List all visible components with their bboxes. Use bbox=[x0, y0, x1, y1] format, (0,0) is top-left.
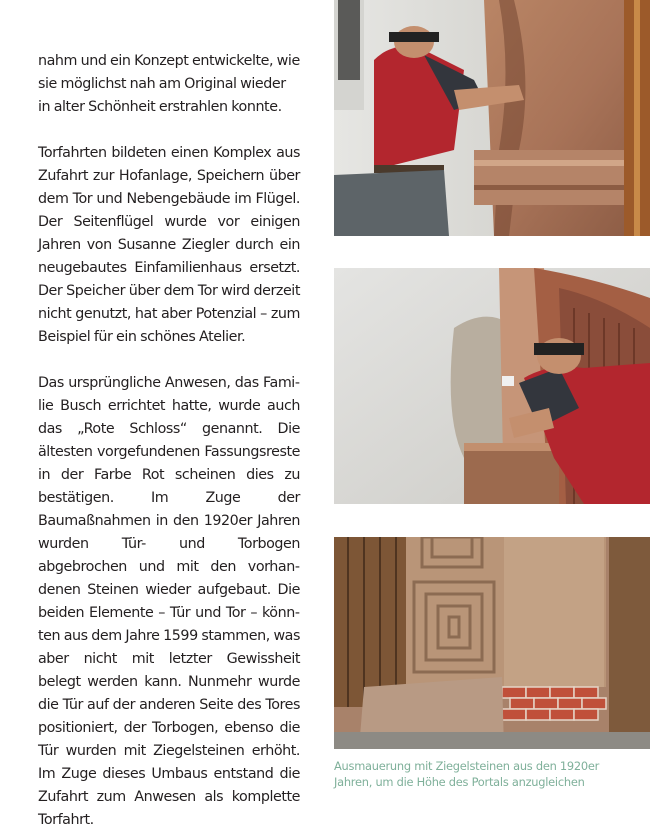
caption-line-1: Ausmauerung mit Ziegelsteinen aus den 1920er bbox=[334, 759, 600, 773]
photo-portal-base-brickwork bbox=[334, 537, 650, 749]
paragraph-1: nahm und ein Konzept entwickelte, wie sie möglichst nah am Original wieder in alter Schönheit erstrahlen konnte. bbox=[38, 53, 300, 115]
paragraph-2: Torfahrten bildeten einen Komplex aus Zufahrt zur Hofanlage, Speichern über dem Tor und Nebengebäude im Flügel. Der Seitenflügel wurde vor einigen Jahren von Susanne Ziegler durch ein neugebautes Einfamilienhaus ersetzt. Der Speicher über dem Tor wird derzeit nicht genutzt, hat aber Potenzial – zum Beispiel für ein schönes Atelier. bbox=[38, 145, 300, 345]
photo-restorer-repairing-wall bbox=[334, 268, 650, 504]
paragraph-3: Das ursprüngliche Anwesen, das Familie Busch errichtet hatte, wurde auch das „Rote Schloss“ genannt. Die ältesten vorgefundenen Fassungsreste in der Farbe Rot scheinen dies zu bestätigen. Im Zuge der Baumaßnahmen in den 1920er Jahren wurden Tür- und Torbogen abgebrochen und mit den vorhandenen Steinen wieder aufgebaut. Die beiden Elemente – Tür und Tor – könnten aus dem Jahre 1599 stammen, was aber nicht mit letzter Gewissheit belegt werden kann. Nunmehr wurde die Tür auf der anderen Seite des Tores positioniert, der Torbogen, ebenso die Tür wurden mit Ziegelsteinen erhöht. Im Zuge dieses Umbaus entstand die Zufahrt zum Anwesen als komplette Torfahrt. bbox=[38, 375, 300, 828]
photo-restorer-carving-portal bbox=[334, 0, 650, 236]
article-text-column bbox=[38, 50, 300, 832]
caption-line-2: Jahren, um die Höhe des Portals anzugleichen bbox=[334, 774, 585, 789]
photo-caption bbox=[334, 759, 650, 790]
